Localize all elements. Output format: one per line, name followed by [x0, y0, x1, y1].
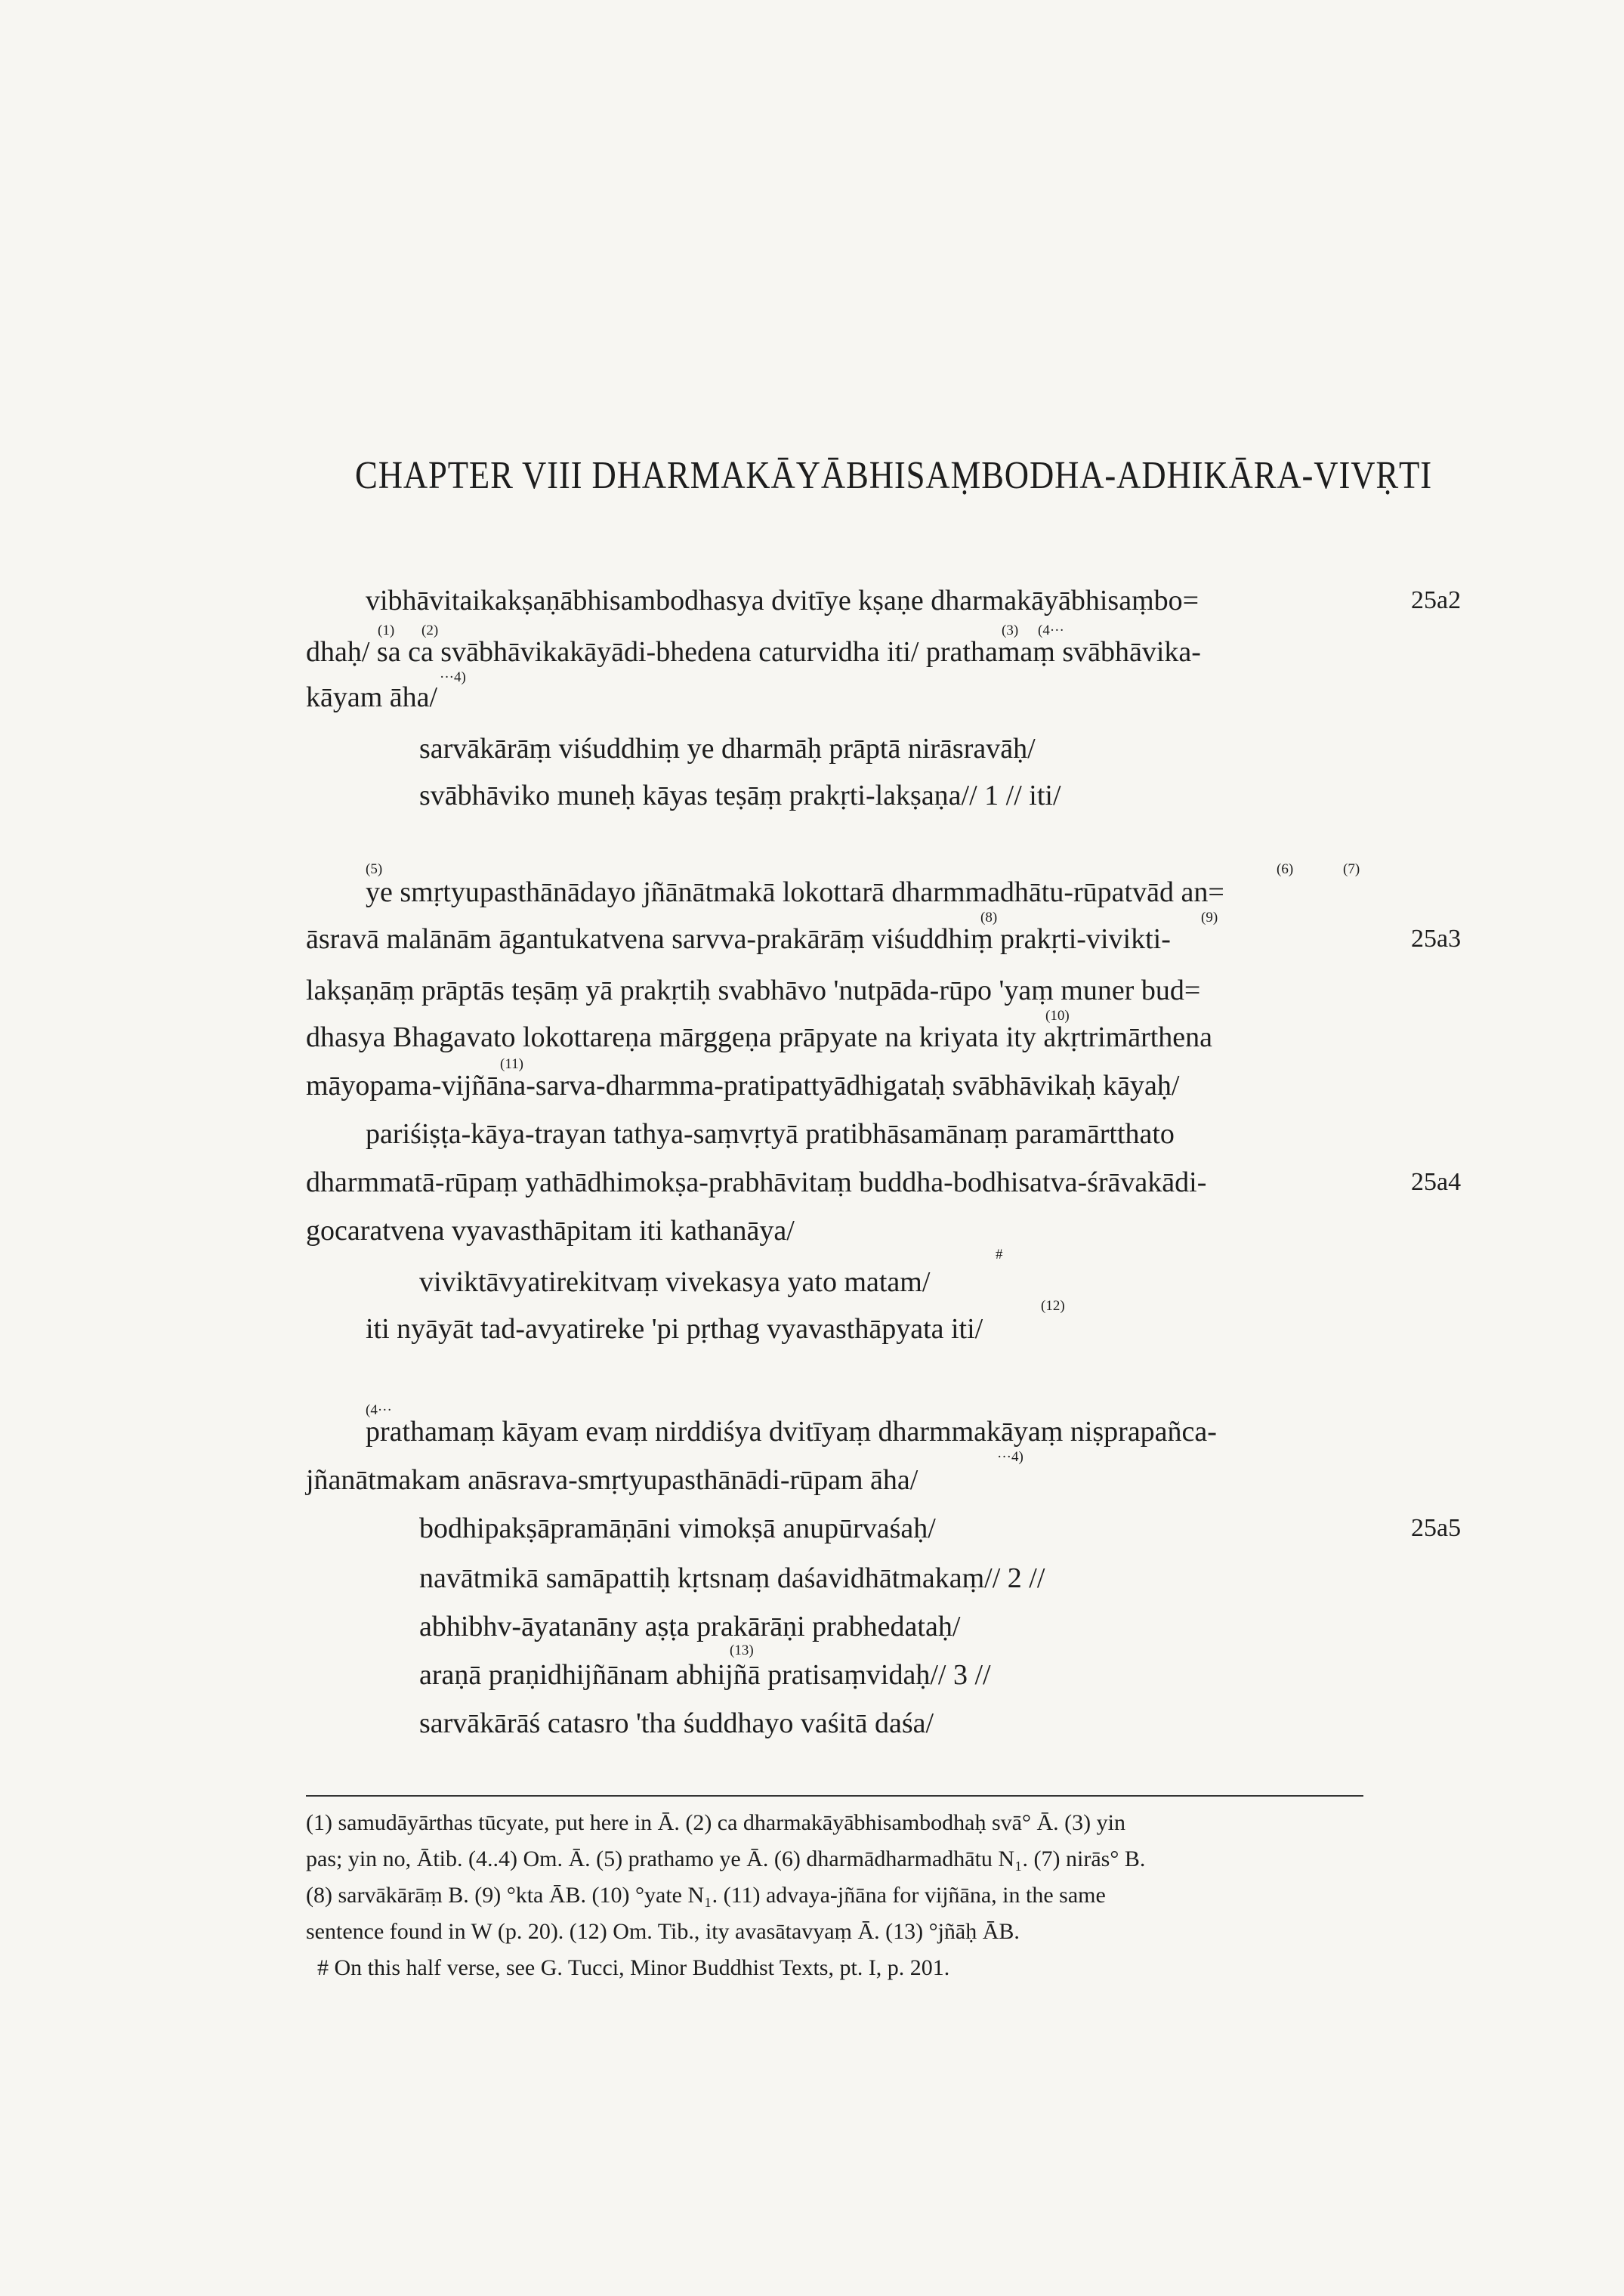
note-mark: (12) [1041, 1298, 1065, 1314]
text-line: prathamaṃ kāyam evaṃ nirddiśya dvitīyaṃ dharmmakāyaṃ niṣprapañca- [366, 1416, 1217, 1448]
verse-line: abhibhv-āyatanāny aṣṭa prakārāṇi prabhedataḥ/ [419, 1611, 961, 1642]
note-mark: (8) [980, 910, 998, 926]
verse-line: sarvākārāś catasro 'tha śuddhayo vaśitā daśa/ [419, 1707, 934, 1739]
text-line: jñanātmakam anāsrava-smṛtyupasthānādi-rūpam āha/ [306, 1464, 919, 1496]
text-line: dharmmatā-rūpaṃ yathādhimokṣa-prabhāvitaṃ buddha-bodhisatva-śrāvakādi- [306, 1167, 1207, 1198]
hash-mark: # [996, 1247, 1003, 1262]
verse-line: araṇā praṇidhijñānam abhijñā pratisaṃvidaḥ// 3 // [419, 1659, 991, 1691]
folio-marker: 25a3 [1411, 925, 1462, 953]
text-line: ye smṛtyupasthānādayo jñānātmakā lokottarā dharmmadhātu-rūpatvād an= [366, 876, 1224, 908]
quote-line: viviktāvyatirekitvaṃ vivekasya yato matam/ [419, 1266, 931, 1298]
note-mark: (5) [366, 861, 383, 877]
text-line: māyopama-vijñāna-sarva-dharmma-pratipattyādhigataḥ svābhāvikaḥ kāyaḥ/ [306, 1070, 1180, 1102]
note-mark: (4··· [366, 1402, 392, 1418]
verse-line: svābhāviko muneḥ kāyas teṣāṃ prakṛti-lakṣaṇa// 1 // iti/ [419, 780, 1061, 811]
text-line: gocaratvena vyavasthāpitam iti kathanāya/ [306, 1215, 795, 1247]
footnote-rule [306, 1795, 1363, 1797]
note-mark: (10) [1045, 1008, 1070, 1024]
footnote-line: # On this half verse, see G. Tucci, Minor Buddhist Texts, pt. I, p. 201. [317, 1955, 950, 1980]
text-line: kāyam āha/ [306, 681, 438, 713]
folio-marker: 25a4 [1411, 1168, 1462, 1196]
note-mark: (6) [1277, 861, 1294, 877]
note-mark: (9) [1201, 910, 1218, 926]
text-line: lakṣaṇāṃ prāptās teṣāṃ yā prakṛtiḥ svabhāvo 'nutpāda-rūpo 'yaṃ muner bud= [306, 975, 1201, 1006]
note-mark: (1) [378, 623, 395, 638]
verse-line: sarvākārāṃ viśuddhiṃ ye dharmāḥ prāptā nirāsravāḥ/ [419, 733, 1036, 765]
text-line: vibhāvitaikakṣaṇābhisambodhasya dvitīye kṣaṇe dharmakāyābhisaṃbo= [366, 585, 1199, 616]
text-line: iti nyāyāt tad-avyatireke 'pi pṛthag vyavasthāpyata iti/ [366, 1313, 983, 1345]
text-line: āsravā malānām āgantukatvena sarvva-prakārāṃ viśuddhiṃ prakṛti-vivikti- [306, 923, 1171, 955]
note-mark: ···4) [440, 669, 466, 685]
note-mark: (2) [421, 623, 439, 638]
footnote-line: pas; yin no, Ātib. (4..4) Om. Ā. (5) prathamo ye Ā. (6) dharmādharmadhātu N₁. (7) nirās° B. [306, 1846, 1146, 1871]
note-mark: (7) [1343, 861, 1360, 877]
note-mark: (13) [730, 1642, 754, 1658]
text-line: dhaḥ/ sa ca svābhāvikakāyādi-bhedena caturvidha iti/ prathamaṃ svābhāvika- [306, 636, 1201, 668]
footnote-line: (8) sarvākārāṃ B. (9) °kta ĀB. (10) °yate N₁. (11) advaya-jñāna for vijñāna, in the same [306, 1883, 1106, 1908]
folio-marker: 25a5 [1411, 1514, 1462, 1542]
footnote-line: sentence found in W (p. 20). (12) Om. Tib., ity avasātavyaṃ Ā. (13) °jñāḥ ĀB. [306, 1919, 1020, 1944]
note-mark: (4··· [1038, 623, 1064, 638]
note-mark: ···4) [997, 1449, 1023, 1465]
verse-line: bodhipakṣāpramāṇāni vimokṣā anupūrvaśaḥ/ [419, 1513, 936, 1544]
footnote-line: (1) samudāyārthas tūcyate, put here in Ā. (2) ca dharmakāyābhisambodhaḥ svā° Ā. (3) yin [306, 1810, 1125, 1835]
folio-marker: 25a2 [1411, 586, 1462, 614]
chapter-title: CHAPTER VIII DHARMAKĀYĀBHISAṂBODHA-ADHIKĀRA-VIVṚTI [355, 454, 1432, 497]
text-line: dhasya Bhagavato lokottareṇa mārggeṇa prāpyate na kriyata ity akṛtrimārthena [306, 1021, 1213, 1053]
text-line: pariśiṣṭa-kāya-trayan tathya-saṃvṛtyā pratibhāsamānaṃ paramārtthato [366, 1118, 1175, 1150]
note-mark: (3) [1002, 623, 1019, 638]
note-mark: (11) [500, 1056, 523, 1072]
verse-line: navātmikā samāpattiḥ kṛtsnaṃ daśavidhātmakaṃ// 2 // [419, 1562, 1045, 1594]
